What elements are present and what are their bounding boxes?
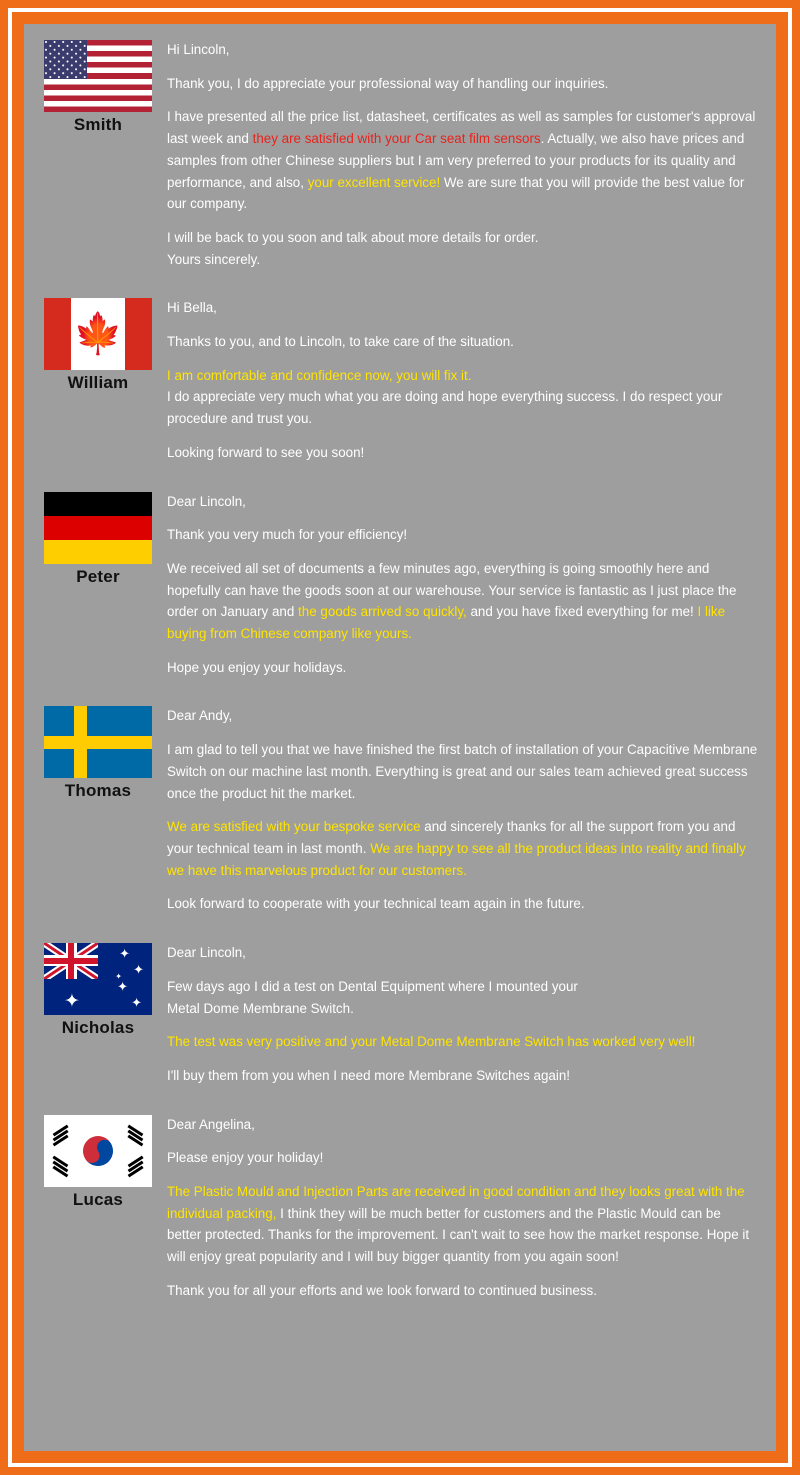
testimonial-body — [158, 38, 758, 270]
testimonial-author-name: William — [67, 373, 129, 393]
testimonials-panel — [24, 24, 776, 1451]
testimonial-person — [38, 941, 158, 1038]
testimonial-paragraph: Dear Lincoln, — [167, 945, 246, 961]
testimonial-paragraph: I am comfortable and confidence now, you will fix it. I do appreciate very much what you are doing and hope everything success. I do respect your procedure and trust you. — [167, 367, 723, 427]
testimonial-paragraph: Thank you very much for your efficiency! — [167, 527, 408, 543]
page-frame — [8, 8, 792, 1467]
testimonial-paragraph: I have presented all the price list, datasheet, certificates as well as samples for customer's approval last week and they are satisfied with your Car seat film sensors. Actually, we also have prices and samples from other Chinese suppliers but I am very preferred to your products for its quality and performance, and also, your excellent service! We are sure that you will provide the best value for our company. — [167, 109, 756, 212]
testimonial-paragraph: Hi Bella, — [167, 300, 217, 316]
testimonial-body — [158, 296, 758, 463]
testimonial-entry — [38, 296, 758, 463]
testimonial-paragraph: Dear Lincoln, — [167, 493, 246, 509]
testimonial-paragraph: I will be back to you soon and talk about more details for order. Yours sincerely. — [167, 229, 539, 267]
testimonial-entry — [38, 941, 758, 1087]
testimonial-paragraph: Hi Lincoln, — [167, 42, 230, 57]
testimonial-entry — [38, 704, 758, 915]
testimonial-body — [158, 1113, 758, 1302]
testimonial-paragraph: Thanks to you, and to Lincoln, to take care of the situation. — [167, 334, 514, 350]
testimonial-paragraph: We received all set of documents a few minutes ago, everything is going smoothly here and hopefully can have the goods soon at our warehouse. Your service is fantastic as I just place the order on January and the goods arrived so quickly, and you have fixed everything for me! I like buying from Chinese company like yours. — [167, 560, 737, 642]
testimonial-person — [38, 38, 158, 135]
testimonial-paragraph: Few days ago I did a test on Dental Equipment where I mounted your Metal Dome Membrane Switch. — [167, 978, 578, 1016]
testimonial-author-name: Lucas — [72, 1189, 124, 1209]
testimonial-entry — [38, 490, 758, 679]
testimonial-paragraph: I am glad to tell you that we have finished the first batch of installation of your Capacitive Membrane Switch on our machine last month. Everything is great and our sales team achieved great success once the product hit the market. — [167, 742, 758, 801]
sweden-flag-icon — [44, 706, 152, 778]
testimonial-person — [38, 490, 158, 587]
testimonial-paragraph: The test was very positive and your Metal Dome Membrane Switch has worked very well! — [167, 1034, 696, 1050]
testimonial-paragraph: I'll buy them from you when I need more Membrane Switches again! — [167, 1067, 570, 1083]
canada-flag-icon: 🍁 — [44, 298, 152, 370]
testimonial-author-name: Thomas — [64, 781, 132, 801]
testimonial-entry — [38, 1113, 758, 1302]
testimonial-paragraph: The Plastic Mould and Injection Parts are received in good condition and they looks great with the individual packing, I think they will be much better for customers and the Plastic Mould can be better protected. Thanks for the improvement. I can't wait to see how the market response. Hope it will enjoy great popularity and I will buy bigger quantity from you again soon! — [167, 1184, 750, 1265]
testimonial-entry — [38, 38, 758, 270]
testimonial-paragraph: Dear Andy, — [167, 708, 233, 724]
testimonial-paragraph: Looking forward to see you soon! — [167, 444, 365, 460]
south-korea-flag-icon — [44, 1115, 152, 1187]
testimonial-paragraph: Hope you enjoy your holidays. — [167, 659, 347, 675]
australia-flag-icon: ✦ ✦ ✦ ✦ ✦ ✦ — [44, 943, 152, 1015]
testimonial-author-name: Nicholas — [61, 1018, 135, 1038]
testimonial-paragraph: We are satisfied with your bespoke service and sincerely thanks for all the support from you and your technical team in last month. We are happy to see all the product ideas into reality and finally we have this marvelous product for our customers. — [167, 819, 746, 878]
testimonial-body — [158, 704, 758, 915]
testimonial-paragraph: Dear Angelina, — [167, 1116, 255, 1132]
testimonial-person — [38, 296, 158, 393]
testimonial-author-name: Smith — [73, 115, 123, 134]
united-states-flag-icon — [44, 40, 152, 112]
testimonial-body — [158, 490, 758, 679]
testimonial-paragraph: Please enjoy your holiday! — [167, 1150, 324, 1166]
testimonial-author-name: Peter — [76, 566, 120, 586]
testimonial-paragraph: Look forward to cooperate with your technical team again in the future. — [167, 896, 585, 912]
testimonial-paragraph: Thank you, I do appreciate your professional way of handling our inquiries. — [167, 75, 609, 91]
testimonial-person — [38, 1113, 158, 1210]
testimonial-paragraph: Thank you for all your efforts and we look forward to continued business. — [167, 1282, 597, 1298]
testimonial-person — [38, 704, 158, 801]
testimonials-list — [24, 24, 776, 1312]
germany-flag-icon — [44, 492, 152, 564]
testimonial-body — [158, 941, 758, 1087]
